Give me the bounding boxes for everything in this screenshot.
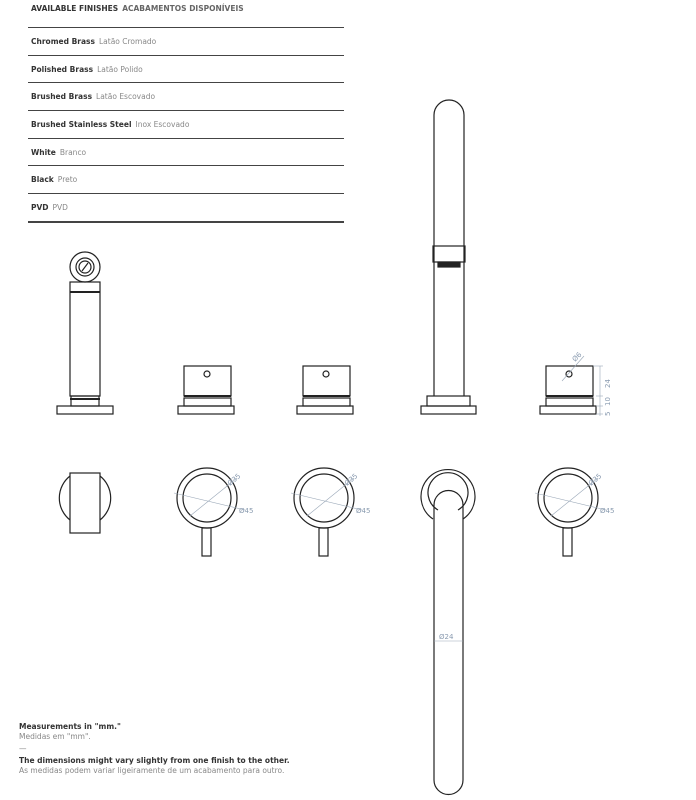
dim-height: 24 [604, 379, 612, 388]
dim-outer-3: Ø45 [600, 507, 615, 515]
finish-pt: Latão Polido [97, 64, 143, 74]
dim-outer-1: Ø45 [239, 507, 254, 515]
dim-spout: Ø24 [439, 633, 454, 641]
finish-en: Chromed Brass [31, 36, 95, 46]
finish-pt: Inox Escovado [135, 119, 190, 129]
handle-front-3 [540, 356, 603, 416]
dim-collar: 10 [604, 397, 612, 406]
header-en: AVAILABLE FINISHES [31, 4, 119, 13]
finish-pt: Preto [57, 175, 78, 185]
note-separator: — [19, 744, 27, 753]
dim-hole: Ø6 [570, 350, 584, 364]
handle-front-2 [297, 366, 353, 414]
finish-pt: Latão Escovado [96, 92, 156, 102]
notes [19, 722, 290, 776]
dim-inner-3: Ø35 [587, 472, 604, 488]
finish-pt: PVD [52, 202, 68, 212]
hand-shower-plan [59, 473, 110, 533]
finish-en: Polished Brass [31, 64, 94, 74]
note-measure-pt: Medidas em "mm". [19, 732, 91, 741]
finish-en: White [31, 147, 56, 157]
dim-inner-2: Ø35 [343, 472, 360, 488]
finish-en: Brushed Stainless Steel [31, 119, 132, 129]
header-pt: ACABAMENTOS DISPONÍVEIS [122, 4, 244, 13]
note-vary-en: The dimensions might vary slightly from one finish to the other. [19, 756, 290, 765]
finish-en: Brushed Brass [31, 92, 93, 102]
dim-base: 5 [604, 411, 612, 416]
dim-outer-2: Ø45 [356, 507, 371, 515]
hand-shower-front [57, 252, 113, 414]
finish-pt: Branco [59, 147, 87, 157]
note-measure-en: Measurements in "mm." [19, 722, 121, 731]
handle-front-1 [178, 366, 234, 414]
dim-inner-1: Ø35 [226, 472, 243, 488]
finish-en: Black [31, 175, 54, 185]
finish-en: PVD [31, 202, 49, 212]
finish-pt: Latão Cromado [98, 36, 157, 46]
spout-front [421, 100, 476, 414]
note-vary-pt: As medidas podem variar ligeiramente de um acabamento para outro. [19, 766, 285, 775]
